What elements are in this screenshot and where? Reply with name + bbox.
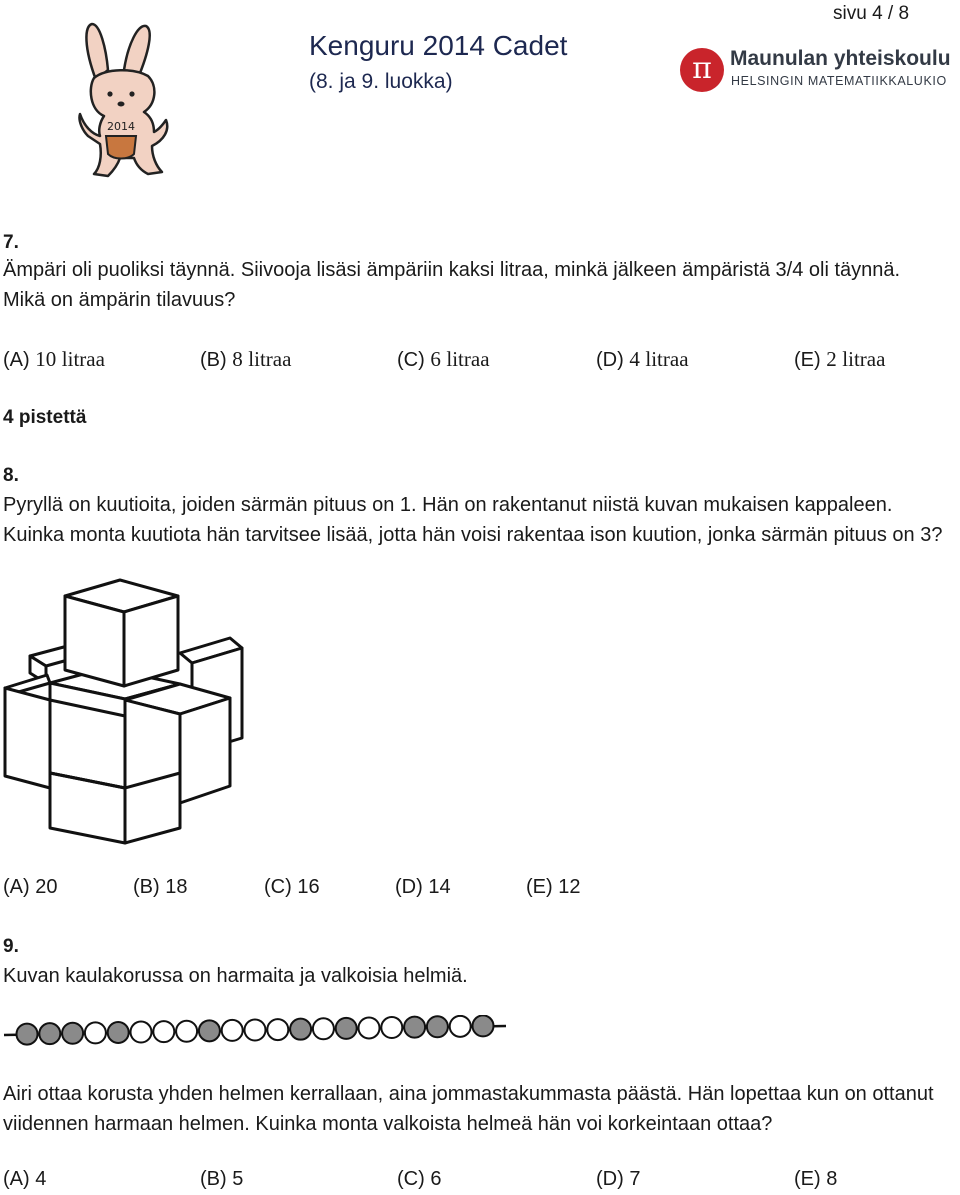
- q8-option-d: (D) 14: [395, 876, 451, 898]
- bead-white: [359, 1017, 380, 1038]
- bead-grey: [39, 1023, 60, 1044]
- q9-option-b: (B) 5: [200, 1168, 244, 1190]
- question-9-question: Airi ottaa korusta yhden helmen kerrallaan, aina jommastakummasta päästä. Hän lopettaa kun on ottanut viidennen harmaan helmen. Kuinka monta valkoista helmeä hän voi korkeintaan ottaa?: [3, 1083, 934, 1135]
- cube-figure: [0, 578, 250, 848]
- q8-option-c: (C) 16: [264, 876, 320, 898]
- question-7-number: 7.: [3, 232, 19, 253]
- q7-option-d: (D) 4 litraa: [596, 347, 689, 371]
- bead-white: [245, 1020, 266, 1041]
- bead-white: [450, 1016, 471, 1037]
- q7-option-e: (E) 2 litraa: [794, 347, 886, 371]
- q8-option-a: (A) 20: [3, 876, 58, 898]
- bead-white: [176, 1021, 197, 1042]
- question-8-number: 8.: [3, 465, 19, 486]
- bead-grey: [62, 1023, 83, 1044]
- q9-option-c: (C) 6: [397, 1168, 442, 1190]
- bead-white: [85, 1022, 106, 1043]
- q8-option-e: (E) 12: [526, 876, 581, 898]
- bead-grey: [427, 1016, 448, 1037]
- school-logo-subtitle: HELSINGIN MATEMATIIKKALUKIO: [731, 74, 947, 88]
- page-title: Kenguru 2014 Cadet: [309, 30, 568, 61]
- bead-grey: [108, 1022, 129, 1043]
- kangaroo-mascot: [78, 18, 178, 180]
- q9-option-d: (D) 7: [596, 1168, 641, 1190]
- q9-option-a: (A) 4: [3, 1168, 47, 1190]
- page-indicator: sivu 4 / 8: [833, 3, 910, 24]
- question-9-text: Kuvan kaulakorussa on harmaita ja valkoisia helmiä.: [3, 965, 468, 987]
- q9-option-e: (E) 8: [794, 1168, 838, 1190]
- bead-grey: [17, 1024, 38, 1045]
- necklace-figure: [0, 1015, 520, 1049]
- bead-grey: [336, 1018, 357, 1039]
- q8-option-b: (B) 18: [133, 876, 188, 898]
- bead-white: [131, 1022, 152, 1043]
- q7-option-b: (B) 8 litraa: [200, 347, 292, 371]
- bead-grey: [290, 1019, 311, 1040]
- bead-white: [222, 1020, 243, 1041]
- bead-white: [381, 1017, 402, 1038]
- q7-option-a: (A) 10 litraa: [3, 347, 105, 371]
- bead-white: [313, 1018, 334, 1039]
- bead-grey: [404, 1017, 425, 1038]
- school-logo-name: Maunulan yhteiskoulu: [730, 47, 951, 70]
- section-heading: 4 pistettä: [3, 407, 87, 428]
- bead-grey: [473, 1015, 494, 1036]
- pi-logo-icon: π: [680, 48, 724, 92]
- bead-white: [267, 1019, 288, 1040]
- bead-grey: [199, 1020, 220, 1041]
- mascot-year: 2014: [107, 120, 135, 133]
- question-7-text: Ämpäri oli puoliksi täynnä. Siivooja lisäsi ämpäriin kaksi litraa, minkä jälkeen ämpäristä 3/4 oli täynnä. Mikä on ämpärin tilavuus?: [3, 259, 901, 311]
- question-8-text: Pyryllä on kuutioita, joiden särmän pituus on 1. Hän on rakentanut niistä kuvan mukaisen kappaleen. Kuinka monta kuutiota hän tarvitsee lisää, jotta hän voisi rakentaa ison kuution, jonka särmän pituus on 3?: [3, 494, 943, 546]
- q7-option-c: (C) 6 litraa: [397, 347, 490, 371]
- page-subtitle: (8. ja 9. luokka): [309, 70, 453, 93]
- question-9-number: 9.: [3, 936, 19, 957]
- bead-white: [153, 1021, 174, 1042]
